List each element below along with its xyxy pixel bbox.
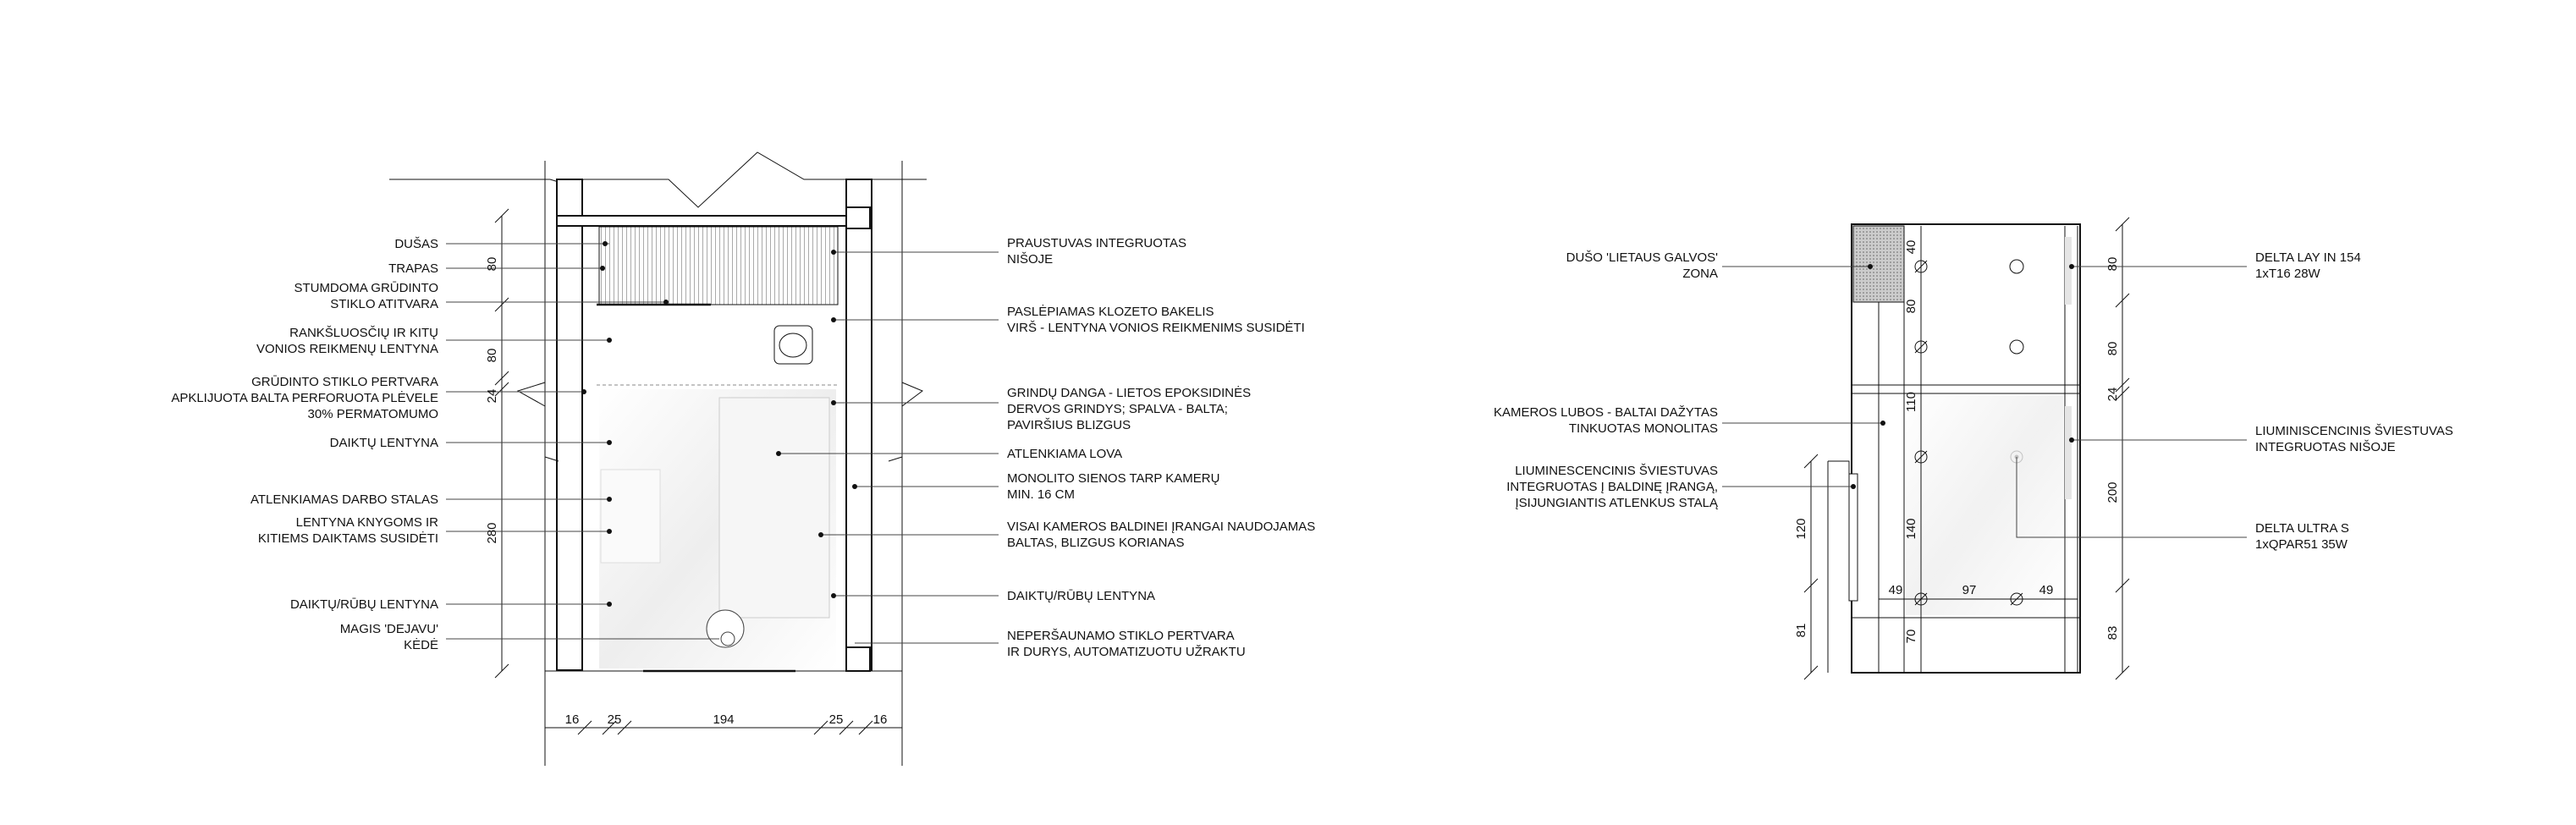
dim-v-80b: 80 [485, 348, 499, 363]
label-corian-1: VISAI KAMEROS BALDINEI ĮRANGAI NAUDOJAMAS [1007, 520, 1316, 534]
label-bulletproof-2: IR DURYS, AUTOMATIZUOTU UŽRAKTU [1007, 645, 1246, 659]
label-floor-1: GRINDŲ DANGA - LIETOS EPOKSIDINĖS [1007, 386, 1252, 400]
folding-bed [719, 398, 829, 618]
shower-hatch [599, 227, 838, 305]
dim-left-81: 81 [1794, 623, 1808, 638]
dim-inner-140: 140 [1904, 518, 1918, 540]
dim-h-25a: 25 [607, 712, 622, 727]
shower-zone [1853, 226, 1904, 302]
dim-h-16b: 16 [872, 712, 888, 727]
label-delta-lay-1: DELTA LAY IN 154 [2255, 250, 2361, 265]
dim-h-25b: 25 [828, 712, 844, 727]
dim-right-80a: 80 [2105, 256, 2120, 272]
label-book-shelf-1: LENTYNA KNYGOMS IR [295, 515, 438, 530]
label-glass-partition-3: 30% PERMATOMUMO [307, 407, 438, 421]
dim-h-97: 97 [1962, 583, 1977, 597]
label-rain-shower-2: ZONA [1682, 267, 1718, 281]
label-clothes-shelf: DAIKTŲ/RŪBŲ LENTYNA [289, 597, 438, 612]
label-corian-2: BALTAS, BLIZGUS KORIANAS [1007, 536, 1185, 550]
dim-inner-70: 70 [1904, 629, 1918, 644]
dim-inner-110: 110 [1904, 392, 1918, 412]
label-towel-shelf-1: RANKŠLUOSČIŲ IR KITŲ [289, 326, 438, 340]
label-clothes-shelf-right: DAIKTŲ/RŪBŲ LENTYNA [1007, 589, 1156, 603]
lamp-icon [2010, 340, 2023, 354]
label-sliding-glass-1: STUMDOMA GRŪDINTO [294, 281, 438, 295]
label-folding-bed: ATLENKIAMA LOVA [1007, 447, 1123, 461]
label-book-shelf-2: KITIEMS DAIKTAMS SUSIDĖTI [257, 531, 438, 546]
dim-right-200: 200 [2105, 481, 2120, 503]
dim-right-83: 83 [2105, 625, 2120, 641]
label-folding-desk: ATLENKIAMAS DARBO STALAS [250, 492, 438, 507]
label-monolith-2: MIN. 16 CM [1007, 487, 1076, 502]
label-glass-partition-1: GRŪDINTO STIKLO PERTVARA [251, 375, 438, 389]
label-niche-lamp-2: INTEGRUOTAS NIŠOJE [2255, 440, 2396, 454]
dim-h-194: 194 [713, 712, 735, 727]
dim-right-24: 24 [2105, 387, 2120, 402]
floor-plan [171, 152, 1315, 766]
label-rain-shower-1: DUŠO 'LIETAUS GALVOS' [1566, 250, 1718, 265]
dim-v-24: 24 [485, 388, 499, 404]
label-sink-1: PRAUSTUVAS INTEGRUOTAS [1007, 236, 1186, 250]
label-desk-lamp-2: INTEGRUOTAS Į BALDINĘ ĮRANGĄ, [1506, 480, 1718, 494]
label-sliding-glass-2: STIKLO ATITVARA [330, 297, 438, 311]
label-chair-1: MAGIS 'DEJAVU' [339, 622, 438, 636]
label-chair-2: KĖDĖ [404, 638, 438, 652]
dim-h-16a: 16 [564, 712, 580, 727]
label-niche-lamp-1: LIUMINISCENCINIS ŠVIESTUVAS [2255, 424, 2453, 438]
label-delta-lay-2: 1xT16 28W [2255, 267, 2320, 281]
label-drain: TRAPAS [388, 261, 438, 276]
label-delta-ultra-2: 1xQPAR51 35W [2255, 537, 2348, 552]
label-shower: DUŠAS [394, 237, 438, 251]
dim-inner-80: 80 [1904, 299, 1918, 314]
ceiling-plan [1494, 217, 2453, 679]
lamp-icon [2010, 260, 2023, 273]
label-floor-2: DERVOS GRINDYS; SPALVA - BALTA; [1007, 402, 1228, 416]
label-floor-3: PAVIRŠIUS BLIZGUS [1007, 418, 1131, 432]
label-ceiling-2: TINKUOTAS MONOLITAS [1568, 421, 1718, 436]
label-ceiling-1: KAMEROS LUBOS - BALTAI DAŽYTAS [1493, 405, 1718, 420]
dim-inner-40: 40 [1904, 239, 1918, 255]
label-item-shelf: DAIKTŲ LENTYNA [329, 436, 438, 450]
left-wall [557, 179, 582, 670]
dim-h-49b: 49 [2039, 583, 2054, 597]
label-delta-ultra-1: DELTA ULTRA S [2255, 521, 2349, 536]
label-toilet-2: VIRŠ - LENTYNA VONIOS REIKMENIMS SUSIDĖTI [1007, 321, 1305, 335]
label-sink-2: NIŠOJE [1007, 252, 1054, 267]
label-towel-shelf-2: VONIOS REIKMENŲ LENTYNA [256, 342, 438, 356]
label-desk-lamp-3: ĮSIJUNGIANTIS ATLENKUS STALĄ [1515, 496, 1718, 510]
label-glass-partition-2: APKLIJUOTA BALTA PERFORUOTA PLĖVELE [171, 391, 438, 405]
dim-right-80b: 80 [2105, 341, 2120, 356]
dim-v-80a: 80 [485, 256, 499, 272]
label-desk-lamp-1: LIUMINESCENCINIS ŠVIESTUVAS [1515, 464, 1718, 478]
dim-left-120: 120 [1794, 518, 1808, 540]
right-wall [846, 179, 872, 670]
dim-v-280: 280 [485, 522, 499, 544]
label-toilet-1: PASLĖPIAMAS KLOZETO BAKELIS [1007, 305, 1214, 319]
label-monolith-1: MONOLITO SIENOS TARP KAMERŲ [1007, 471, 1220, 486]
dim-h-49a: 49 [1888, 583, 1903, 597]
label-bulletproof-1: NEPERŠAUNAMO STIKLO PERTVARA [1007, 629, 1235, 643]
